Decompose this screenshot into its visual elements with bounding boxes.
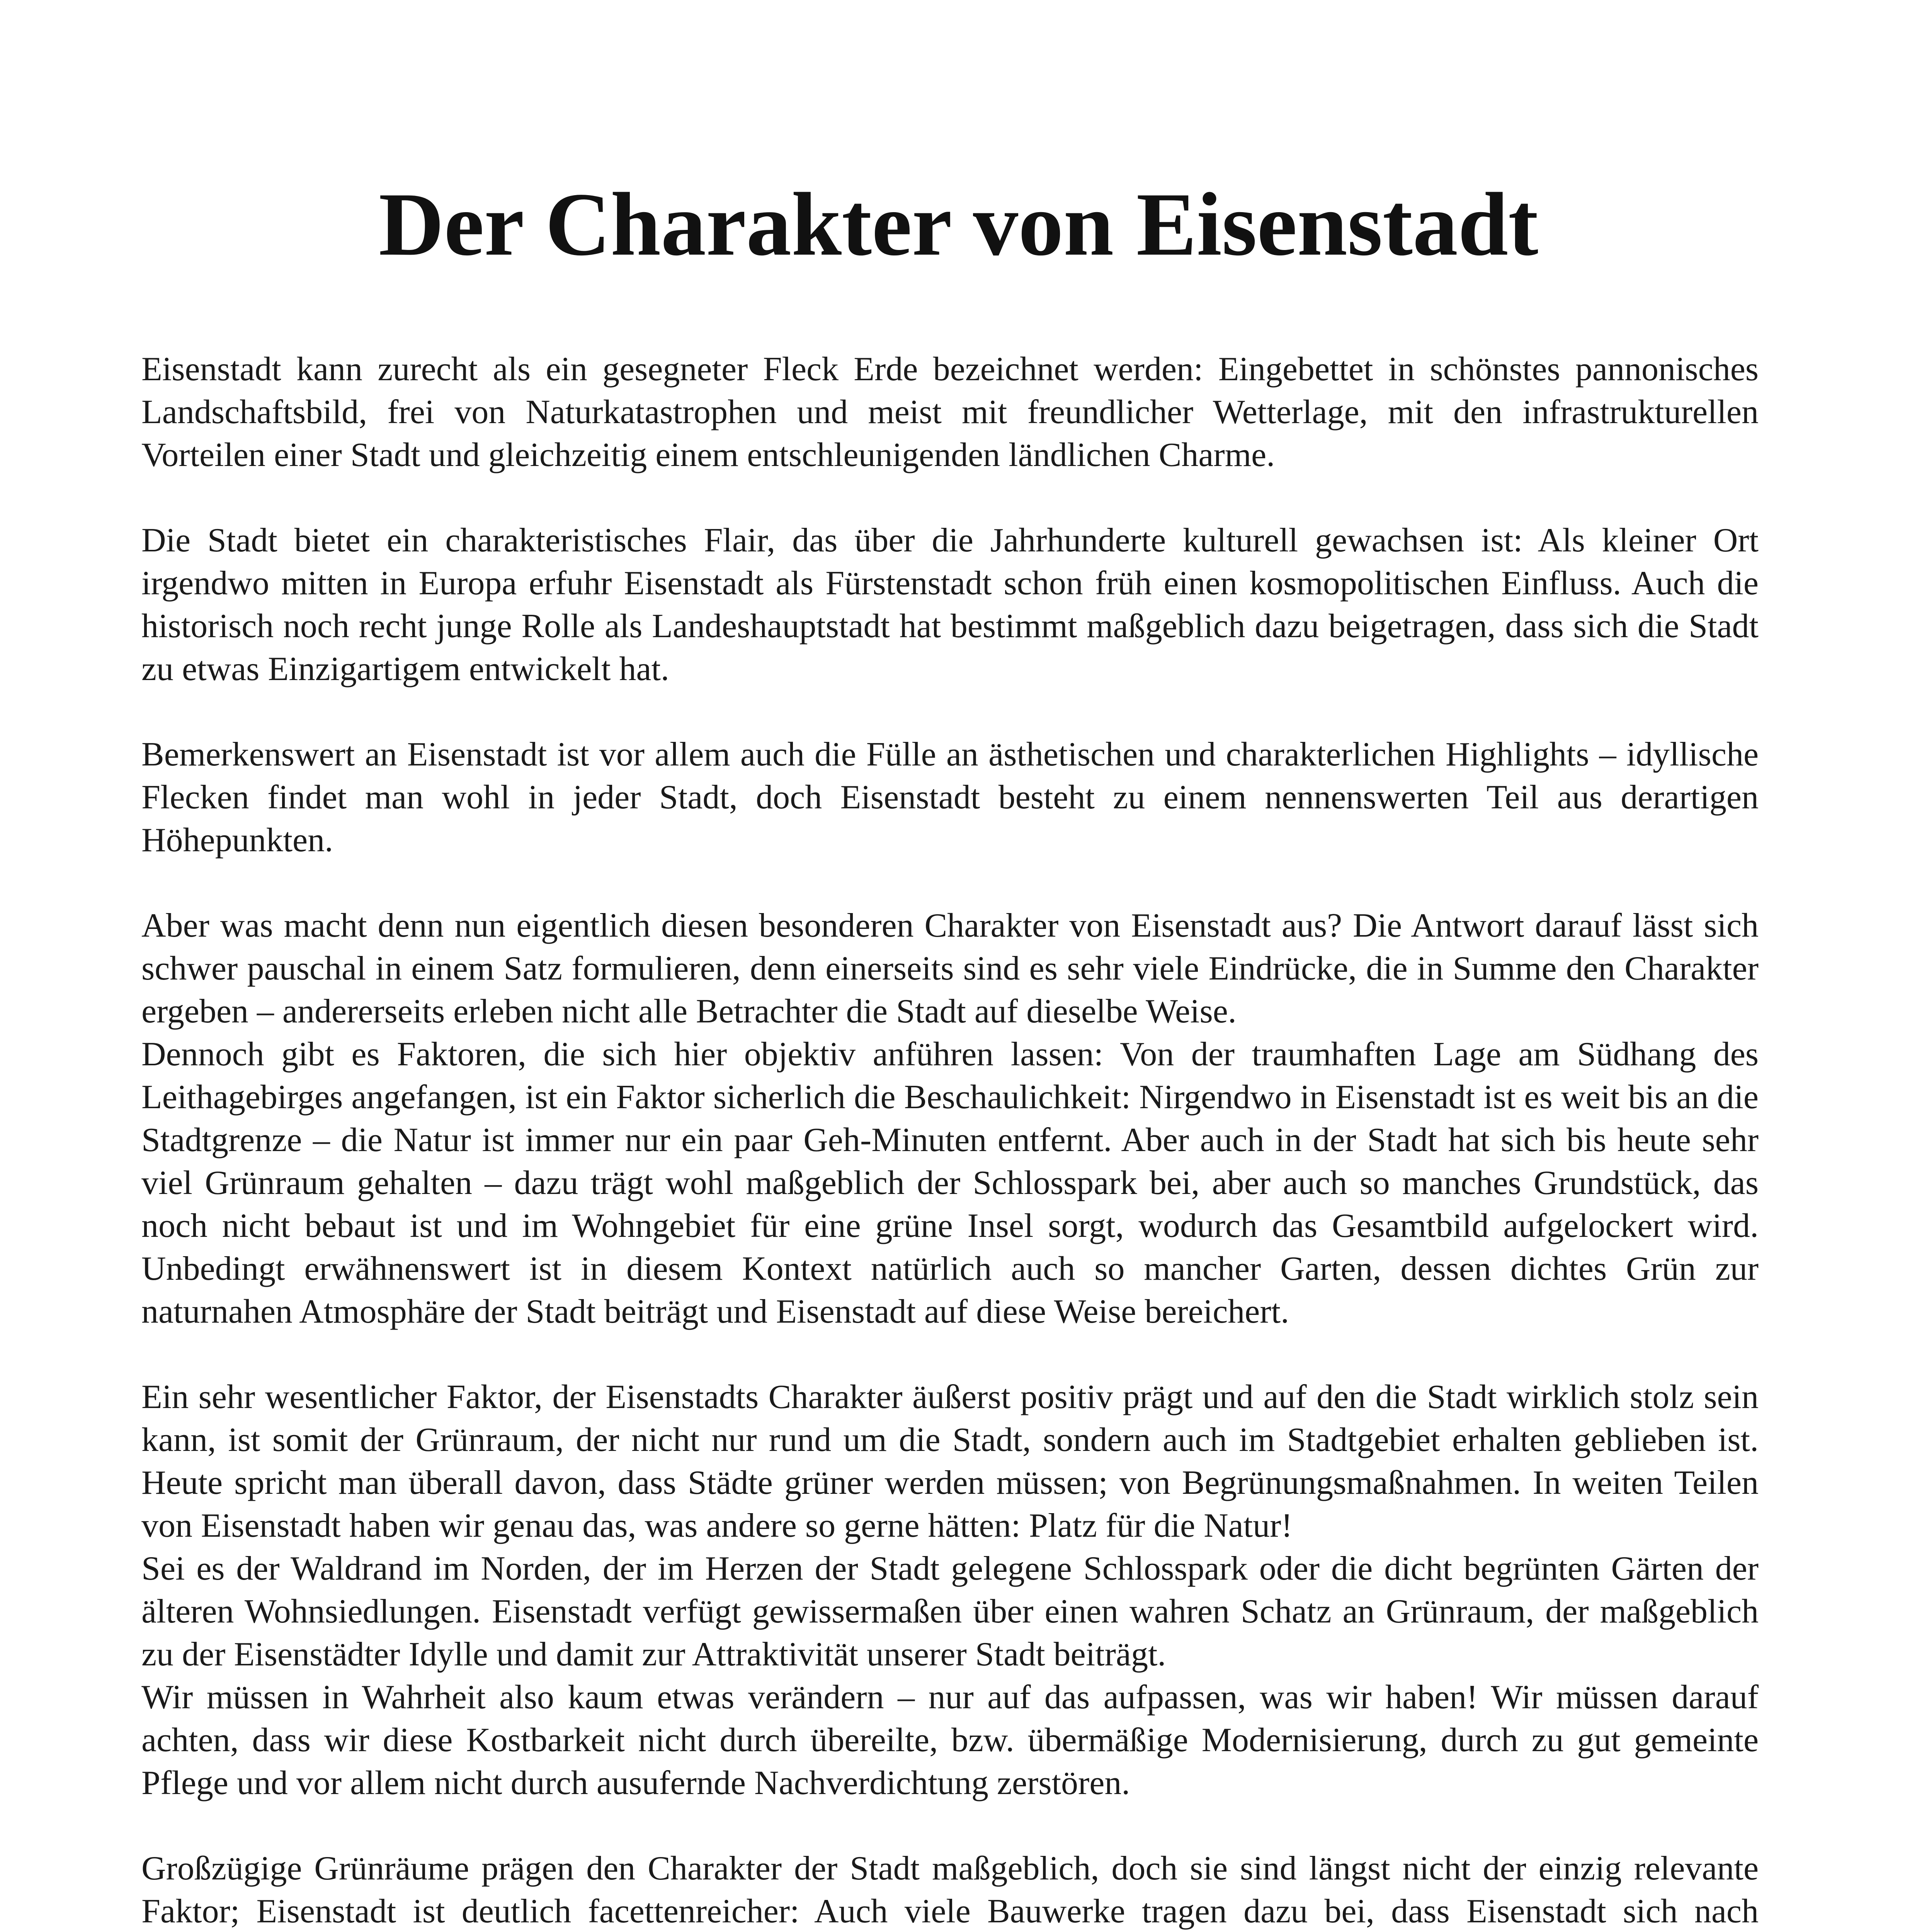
paragraph <box>141 733 1767 862</box>
body-text <box>141 348 1767 1932</box>
page-title: Der Charakter von Eisenstadt <box>379 174 1538 274</box>
paragraph-line: Großzügige Grünräume prägen den Charakter der Stadt maßgeblich, doch sie sind längst nicht der einzig relevante Faktor; Eisenstadt ist deutlich facettenreicher: Auch viele Bauwerke tragen dazu bei, dass Eisenstadt sich nach <box>141 1850 1759 1930</box>
paragraph-line: Die Stadt bietet ein charakteristisches Flair, das über die Jahrhunderte kulturell gewachsen ist: Als kleiner Ort irgendwo mitten in Europa erfuhr Eisenstadt als Fürstenstadt schon früh einen kosmopolitischen Einfluss. Auch die historisch noch recht junge Rolle als Landeshauptstadt hat bestimmt maßgeblich dazu beigetragen, dass sich die Stadt zu etwas Einzigartigem entwickelt hat. <box>141 522 1767 688</box>
paragraph-line: Wir müssen in Wahrheit also kaum etwas verändern – nur auf das aufpassen, was wir haben! Wir müssen darauf achten, dass wir diese Kostbarkeit nicht durch übereilte, bzw. übermäßige Modernisierung, durch zu gut gemeinte Pflege und vor allem nicht durch ausufernde Nachverdichtung zerstören. <box>141 1679 1767 1802</box>
paragraph <box>141 1376 1767 1804</box>
paragraph-line: Bemerkenswert an Eisenstadt ist vor allem auch die Fülle an ästhetischen und charakterlichen Highlights – idyllische Flecken findet man wohl in jeder Stadt, doch Eisenstadt besteht zu einem nennenswerten Teil aus derartigen Höhepunkten. <box>141 736 1767 859</box>
paragraph <box>141 904 1767 1333</box>
paragraph-line: Ein sehr wesentlicher Faktor, der Eisenstadts Charakter äußerst positiv prägt und auf den die Stadt wirklich stolz sein kann, ist somit der Grünraum, der nicht nur rund um die Stadt, sondern auch im Stadtgebiet erhalten geblieben ist. Heute spricht man überall davon, dass Städte grüner werden müssen; von Begrünungsmaßnahmen. In weiten Teilen von Eisenstadt haben wir genau das, was andere so gerne hätten: Platz für die Natur! <box>141 1378 1767 1544</box>
paragraph-line: Dennoch gibt es Faktoren, die sich hier objektiv anführen lassen: Von der traumhaften Lage am Südhang des Leithagebirges angefangen, ist ein Faktor sicherlich die Beschaulichkeit: Nirgendwo in Eisenstadt ist es weit bis an die Stadtgrenze – die Natur ist immer nur ein paar Geh-Minuten entfernt. Aber auch in der Stadt hat sich bis heute sehr viel Grünraum gehalten – dazu trägt wohl maßgeblich der Schlosspark bei, aber auch so manches Grundstück, das noch nicht bebaut ist und im Wohngebiet für eine grüne Insel sorgt, wodurch das Gesamtbild aufgelockert wird. Unbedingt erwähnenswert ist in diesem Kontext natürlich auch so mancher Garten, dessen dichtes Grün zur naturnahen Atmosphäre der Stadt beiträgt und Eisenstadt auf diese Weise bereichert. <box>141 1036 1767 1330</box>
paragraph-line: Eisenstadt kann zurecht als ein gesegneter Fleck Erde bezeichnet werden: Eingebettet in schönstes pannonisches Landschaftsbild, frei von Naturkatastrophen und meist mit freundlicher Wetterlage, mit den infrastrukturellen Vorteilen einer Stadt und gleichzeitig einem entschleunigenden ländlichen Charme. <box>141 350 1767 474</box>
paragraph <box>141 1847 1759 1932</box>
paragraph <box>141 519 1767 690</box>
paragraph <box>141 348 1767 476</box>
paragraph-line: Sei es der Waldrand im Norden, der im Herzen der Stadt gelegene Schlosspark oder die dicht begrünten Gärten der älteren Wohnsiedlungen. Eisenstadt verfügt gewissermaßen über einen wahren Schatz an Grünraum, der maßgeblich zu der Eisenstädter Idylle und damit zur Attraktivität unserer Stadt beiträgt. <box>141 1550 1767 1673</box>
paragraph-line: Aber was macht denn nun eigentlich diesen besonderen Charakter von Eisenstadt aus? Die Antwort darauf lässt sich schwer pauschal in einem Satz formulieren, denn einerseits sind es sehr viele Eindrücke, die in Summe den Charakter ergeben – andererseits erleben nicht alle Betrachter die Stadt auf dieselbe Weise. <box>141 907 1767 1030</box>
